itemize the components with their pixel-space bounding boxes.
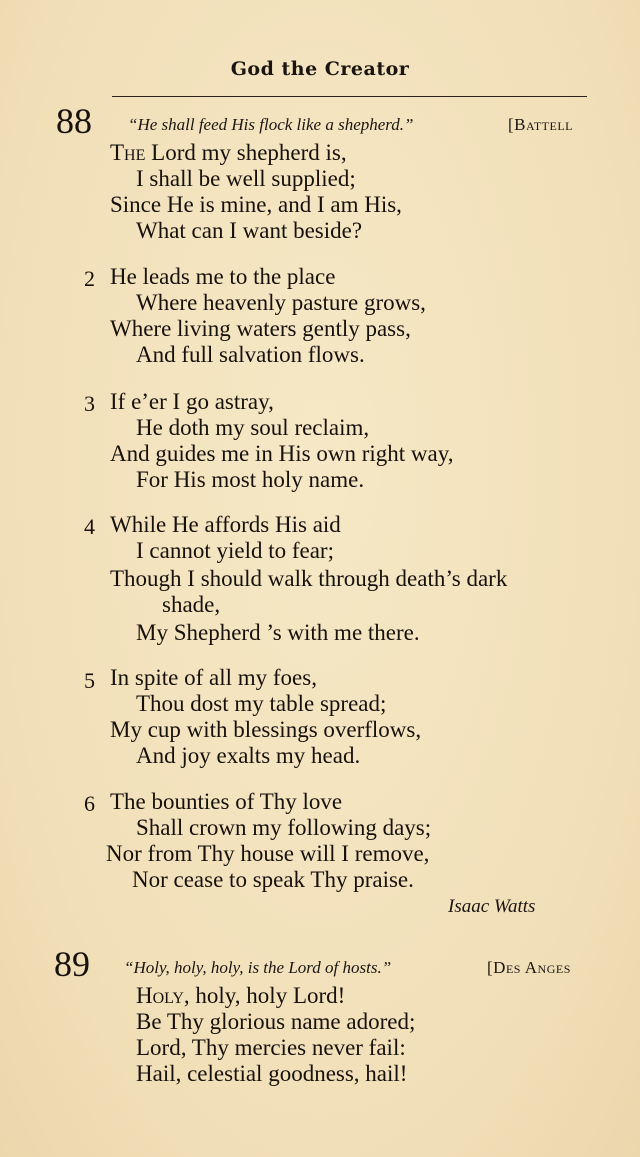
verse-number: 2: [84, 266, 95, 291]
verse-line: If e’er I go astray,: [110, 389, 274, 414]
verse-line: Hail, celestial goodness, hail!: [136, 1061, 408, 1086]
verse-number: 6: [84, 791, 95, 816]
verse-line: Since He is mine, and I am His,: [110, 192, 402, 217]
verse-line: He doth my soul reclaim,: [136, 415, 370, 440]
verse-line: What can I want beside?: [136, 218, 363, 243]
verse-line: I shall be well supplied;: [136, 166, 356, 191]
verse-line: Where living waters gently pass,: [110, 316, 411, 341]
verse-line: The bounties of Thy love: [110, 789, 343, 814]
tune-name: [Des Anges: [487, 958, 571, 977]
verse-line: In spite of all my foes,: [110, 665, 317, 690]
verse-line: My Shepherd ’s with me there.: [136, 620, 420, 645]
verse-number: 4: [84, 514, 95, 539]
tune-name: [Battell: [508, 115, 573, 134]
verse-line: And joy exalts my head.: [136, 743, 361, 768]
verse-line: And full salvation flows.: [136, 342, 365, 367]
verse-line: Shall crown my following days;: [136, 815, 432, 840]
verse-line: The Lord my shepherd is,: [110, 140, 347, 165]
verse-line: Where heavenly pasture grows,: [136, 290, 426, 315]
hymn-author: Isaac Watts: [448, 896, 536, 917]
verse-line: Be Thy glorious name adored;: [136, 1009, 416, 1034]
verse-line: While He affords His aid: [110, 512, 341, 537]
hymn-title: “He shall feed His flock like a shepherd.”: [128, 115, 414, 134]
verse-line: shade,: [162, 592, 221, 617]
header-rule: [112, 96, 587, 97]
verse-line: I cannot yield to fear;: [136, 538, 334, 563]
verse-number: 5: [84, 668, 95, 693]
verse-line: Thou dost my table spread;: [136, 691, 387, 716]
verse-line: My cup with blessings overflows,: [110, 717, 422, 742]
hymn-number: 88: [56, 101, 92, 141]
first-word: The: [110, 140, 146, 165]
verse-line: And guides me in His own right way,: [110, 441, 454, 466]
verse-line: Nor from Thy house will I remove,: [106, 841, 430, 866]
hymn-title: “Holy, holy, holy, is the Lord of hosts.”: [124, 958, 392, 977]
verse-line: Holy, holy, holy Lord!: [136, 983, 346, 1008]
verse-number: 3: [84, 391, 95, 416]
verse-line: For His most holy name.: [136, 467, 365, 492]
first-word: Holy: [136, 983, 184, 1008]
running-head: God the Creator: [230, 58, 410, 80]
verse-line: He leads me to the place: [110, 264, 336, 289]
verse-line: Nor cease to speak Thy praise.: [132, 867, 414, 892]
hymn-number: 89: [54, 944, 90, 984]
verse-line: Lord, Thy mercies never fail:: [136, 1035, 406, 1060]
verse-line: Though I should walk through death’s dark: [110, 566, 508, 591]
